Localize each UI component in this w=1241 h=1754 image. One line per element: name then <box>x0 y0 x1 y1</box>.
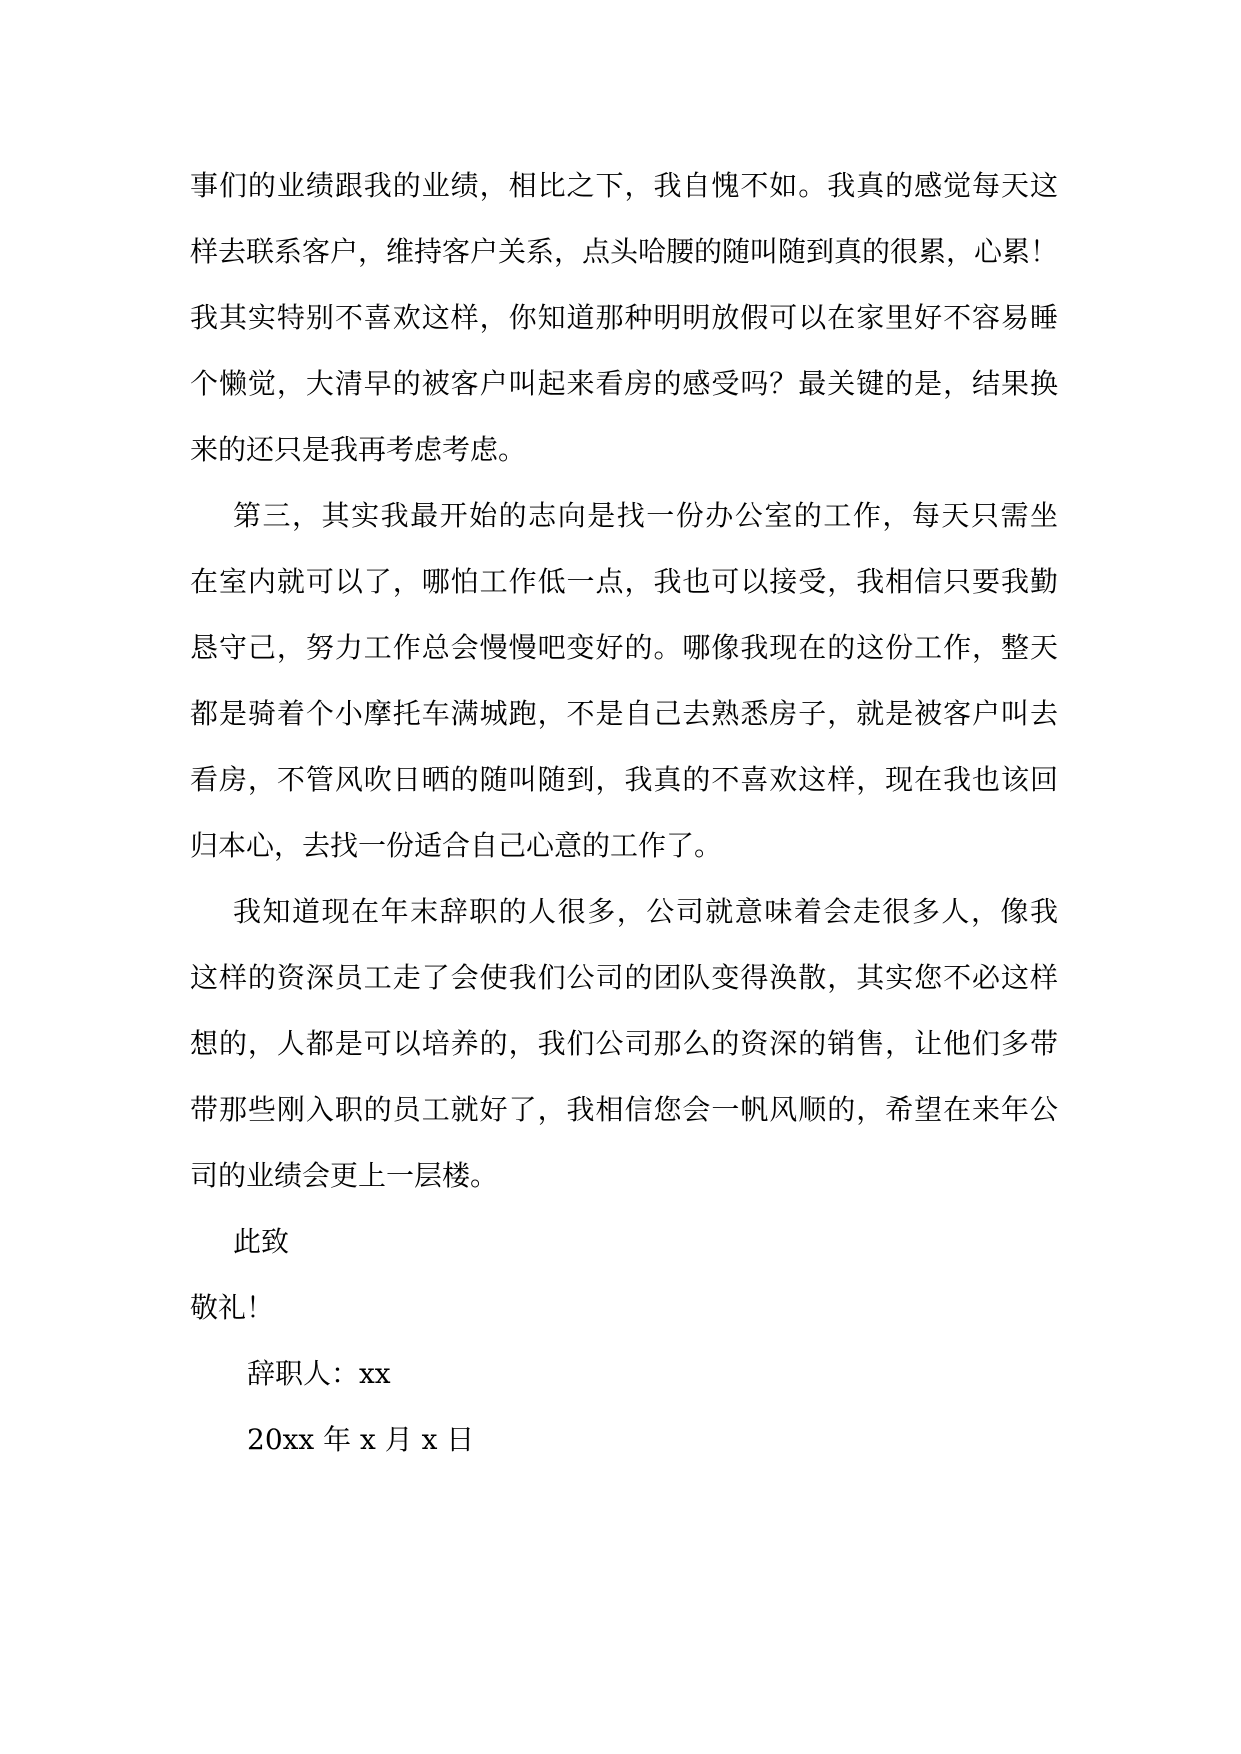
paragraph-line: 带那些刚入职的员工就好了，我相信您会一帆风顺的，希望在来年公 <box>190 1093 1058 1126</box>
paragraph-line: 都是骑着个小摩托车满城跑，不是自己去熟悉房子，就是被客户叫去 <box>190 697 1058 730</box>
paragraph-line: 我其实特别不喜欢这样，你知道那种明明放假可以在家里好不容易睡 <box>190 301 1058 334</box>
paragraph-line: 看房，不管风吹日晒的随叫随到，我真的不喜欢这样，现在我也该回 <box>190 763 1058 796</box>
paragraph-line: 司的业绩会更上一层楼。 <box>190 1159 499 1192</box>
signature: 辞职人：xx <box>247 1357 391 1390</box>
paragraph-line: 样去联系客户，维持客户关系，点头哈腰的随叫随到真的很累，心累！ <box>190 235 1059 268</box>
paragraph-line: 事们的业绩跟我的业绩，相比之下，我自愧不如。我真的感觉每天这 <box>190 169 1058 202</box>
paragraph-line: 归本心，去找一份适合自己心意的工作了。 <box>190 829 723 862</box>
closing: 此致 <box>233 1225 290 1258</box>
paragraph-line: 个懒觉，大清早的被客户叫起来看房的感受吗？最关键的是，结果换 <box>190 367 1058 400</box>
paragraph-line: 来的还只是我再考虑考虑。 <box>190 433 527 466</box>
paragraph-line: 这样的资深员工走了会使我们公司的团队变得涣散，其实您不必这样 <box>190 961 1058 994</box>
letter-body <box>190 153 1058 1473</box>
salutation: 敬礼！ <box>190 1291 275 1324</box>
paragraph-line: 在室内就可以了，哪怕工作低一点，我也可以接受，我相信只要我勤 <box>190 565 1058 598</box>
paragraph-line: 第三，其实我最开始的志向是找一份办公室的工作，每天只需坐 <box>233 499 1058 532</box>
paragraph-line: 我知道现在年末辞职的人很多，公司就意味着会走很多人，像我 <box>233 895 1058 928</box>
date: 20xx 年 x 月 x 日 <box>247 1423 475 1456</box>
paragraph-line: 恳守己，努力工作总会慢慢吧变好的。哪像我现在的这份工作，整天 <box>190 631 1058 664</box>
paragraph-line: 想的，人都是可以培养的，我们公司那么的资深的销售，让他们多带 <box>190 1027 1058 1060</box>
